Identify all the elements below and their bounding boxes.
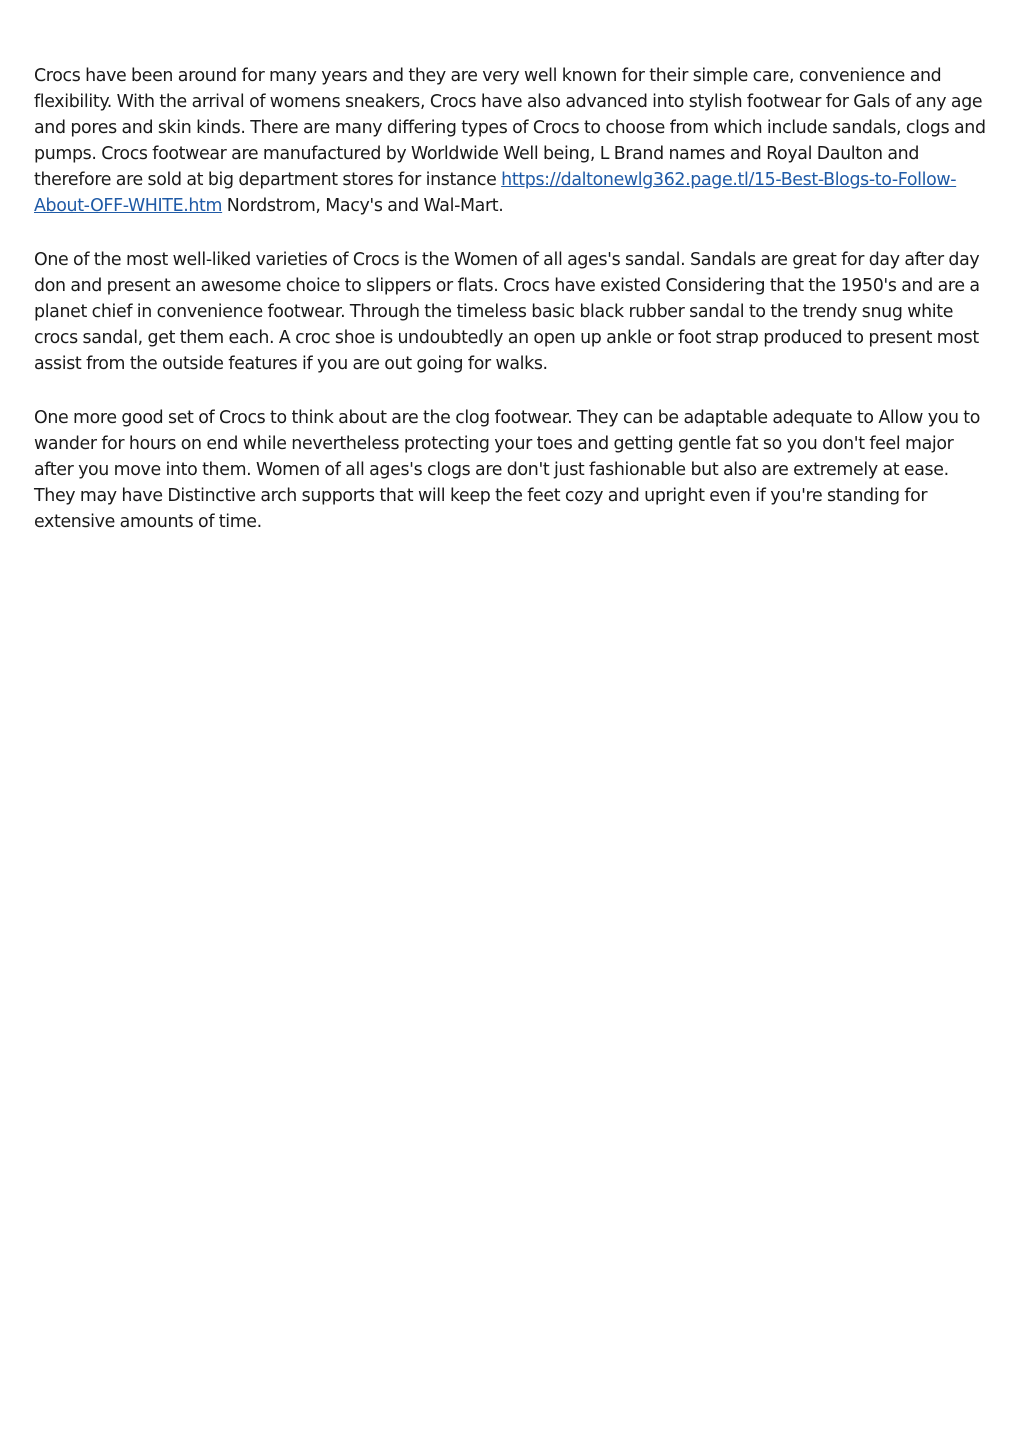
- paragraph-1-text-before: Crocs have been around for many years and they are very well known for their simple care, convenience and flexibility. With the arrival of womens sneakers, Crocs have also advanced into stylish footwear for Gals of any age and pores and skin kinds. There are many differing types of Crocs to choose from which include sandals, clogs and pumps. Crocs footwear are manufactured by Worldwide Well being, L Brand names and Royal Daulton and therefore are sold at big department stores for instance: [34, 66, 986, 190]
- document-body: [34, 63, 992, 563]
- article-link[interactable]: https://daltonewlg362.page.tl/15-Best-Blogs-to-Follow-About-OFF-WHITE.htm: [34, 170, 957, 216]
- paragraph-2: One of the most well-liked varieties of Crocs is the Women of all ages's sandal. Sandals are great for day after day don and present an awesome choice to slippers or flats. Crocs have existed Considering that the 1950's and are a planet chief in convenience footwear. Through the timeless basic black rubber sandal to the trendy snug white crocs sandal, get them each. A croc shoe is undoubtedly an open up ankle or foot strap produced to present most assist from the outside features if you are out going for walks.: [34, 250, 980, 374]
- paragraph-1: [34, 63, 992, 219]
- paragraph-1-text-after: Nordstrom, Macy's and Wal-Mart.: [222, 196, 504, 216]
- paragraph-3: One more good set of Crocs to think about are the clog footwear. They can be adaptable adequate to Allow you to wander for hours on end while nevertheless protecting your toes and getting gentle fat so you don't feel major after you move into them. Women of all ages's clogs are don't just fashionable but also are extremely at ease. They may have Distinctive arch supports that will keep the feet cozy and upright even if you're standing for extensive amounts of time.: [34, 408, 981, 532]
